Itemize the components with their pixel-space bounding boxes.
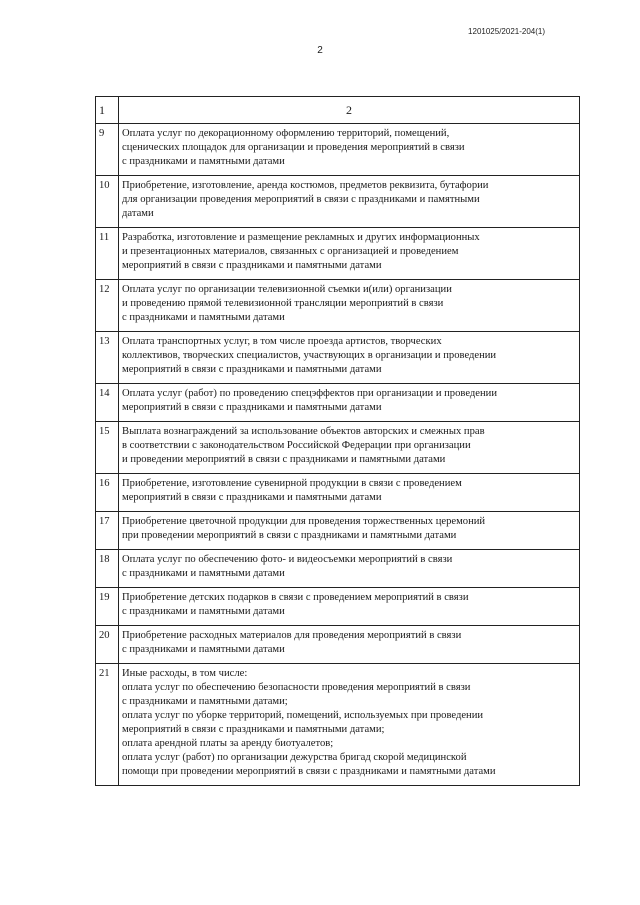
description-line: с праздниками и памятными датами bbox=[122, 568, 285, 579]
description-line: Приобретение цветочной продукции для проведения торжественных церемоний bbox=[122, 516, 486, 527]
row-description bbox=[119, 474, 580, 512]
description-line: Приобретение, изготовление сувенирной продукции в связи с проведением bbox=[122, 478, 462, 489]
description-line: мероприятий в связи с праздниками и памятными датами bbox=[122, 492, 382, 503]
table-row bbox=[96, 228, 580, 280]
description-line: и проведении мероприятий в связи с праздниками и памятными датами bbox=[122, 454, 446, 465]
description-line: Приобретение детских подарков в связи с проведением мероприятий в связи bbox=[122, 592, 469, 603]
description-line: Оплата услуг по обеспечению фото- и видеосъемки мероприятий в связи bbox=[122, 554, 453, 565]
row-number: 17 bbox=[96, 512, 119, 550]
table-row bbox=[96, 512, 580, 550]
row-description bbox=[119, 588, 580, 626]
table-row bbox=[96, 588, 580, 626]
description-line: датами bbox=[122, 208, 154, 219]
row-number: 15 bbox=[96, 422, 119, 474]
description-line: коллективов, творческих специалистов, участвующих в организации и проведении bbox=[122, 350, 497, 361]
row-description bbox=[119, 280, 580, 332]
row-description bbox=[119, 176, 580, 228]
description-line: оплата услуг по обеспечению безопасности проведения мероприятий в связи bbox=[122, 682, 471, 693]
description-line: мероприятий в связи с праздниками и памятными датами bbox=[122, 402, 382, 413]
description-line: Выплата вознаграждений за использование объектов авторских и смежных прав bbox=[122, 426, 485, 437]
row-number: 9 bbox=[96, 124, 119, 176]
description-line: для организации проведения мероприятий в связи с праздниками и памятными bbox=[122, 194, 480, 205]
description-line: помощи при проведении мероприятий в связи с праздниками и памятными датами bbox=[122, 766, 496, 777]
row-number: 21 bbox=[96, 664, 119, 786]
table-row bbox=[96, 474, 580, 512]
description-line: мероприятий в связи с праздниками и памятными датами bbox=[122, 260, 382, 271]
description-line: оплата услуг по уборке территорий, помещений, используемых при проведении bbox=[122, 710, 484, 721]
description-line: Оплата транспортных услуг, в том числе проезда артистов, творческих bbox=[122, 336, 442, 347]
description-line: Разработка, изготовление и размещение рекламных и других информационных bbox=[122, 232, 480, 243]
description-line: Приобретение, изготовление, аренда костюмов, предметов реквизита, бутафории bbox=[122, 180, 489, 191]
table-row bbox=[96, 384, 580, 422]
row-number: 19 bbox=[96, 588, 119, 626]
table-row bbox=[96, 332, 580, 384]
row-number: 14 bbox=[96, 384, 119, 422]
description-line: и проведению прямой телевизионной трансляции мероприятий в связи bbox=[122, 298, 444, 309]
row-number: 12 bbox=[96, 280, 119, 332]
document-code: 1201025/2021-204(1) bbox=[468, 27, 545, 36]
description-line: оплата арендной платы за аренду биотуалетов; bbox=[122, 738, 334, 749]
row-number: 16 bbox=[96, 474, 119, 512]
row-number: 11 bbox=[96, 228, 119, 280]
description-line: с праздниками и памятными датами bbox=[122, 644, 285, 655]
description-line: Иные расходы, в том числе: bbox=[122, 668, 248, 679]
description-line: в соответствии с законодательством Российской Федерации при организации bbox=[122, 440, 471, 451]
description-line: сценических площадок для организации и проведения мероприятий в связи bbox=[122, 142, 465, 153]
table-row bbox=[96, 176, 580, 228]
description-line: при проведении мероприятий в связи с праздниками и памятными датами bbox=[122, 530, 457, 541]
table-header-row bbox=[96, 97, 580, 124]
expense-table bbox=[95, 96, 580, 786]
row-number: 20 bbox=[96, 626, 119, 664]
header-cell-number: 1 bbox=[96, 97, 119, 124]
row-number: 13 bbox=[96, 332, 119, 384]
description-line: мероприятий в связи с праздниками и памятными датами bbox=[122, 364, 382, 375]
table-row bbox=[96, 422, 580, 474]
table-row bbox=[96, 626, 580, 664]
description-line: и презентационных материалов, связанных с организацией и проведением bbox=[122, 246, 459, 257]
row-number: 10 bbox=[96, 176, 119, 228]
page-number: 2 bbox=[317, 45, 323, 56]
row-description bbox=[119, 626, 580, 664]
row-number: 18 bbox=[96, 550, 119, 588]
description-line: с праздниками и памятными датами bbox=[122, 606, 285, 617]
description-line: с праздниками и памятными датами bbox=[122, 312, 285, 323]
table-row bbox=[96, 550, 580, 588]
row-description bbox=[119, 384, 580, 422]
header-cell-description: 2 bbox=[119, 97, 580, 124]
row-description bbox=[119, 550, 580, 588]
description-line: с праздниками и памятными датами bbox=[122, 156, 285, 167]
table-row bbox=[96, 664, 580, 786]
row-description bbox=[119, 422, 580, 474]
description-line: Приобретение расходных материалов для проведения мероприятий в связи bbox=[122, 630, 462, 641]
description-line: Оплата услуг по организации телевизионной съемки и(или) организации bbox=[122, 284, 452, 295]
description-line: оплата услуг (работ) по организации дежурства бригад скорой медицинской bbox=[122, 752, 467, 763]
row-description bbox=[119, 124, 580, 176]
row-description bbox=[119, 664, 580, 786]
description-line: с праздниками и памятными датами; bbox=[122, 696, 288, 707]
description-line: мероприятий в связи с праздниками и памятными датами; bbox=[122, 724, 385, 735]
table-row bbox=[96, 124, 580, 176]
row-description bbox=[119, 512, 580, 550]
table-row bbox=[96, 280, 580, 332]
description-line: Оплата услуг (работ) по проведению спецэффектов при организации и проведении bbox=[122, 388, 498, 399]
row-description bbox=[119, 332, 580, 384]
description-line: Оплата услуг по декорационному оформлению территорий, помещений, bbox=[122, 128, 450, 139]
row-description bbox=[119, 228, 580, 280]
